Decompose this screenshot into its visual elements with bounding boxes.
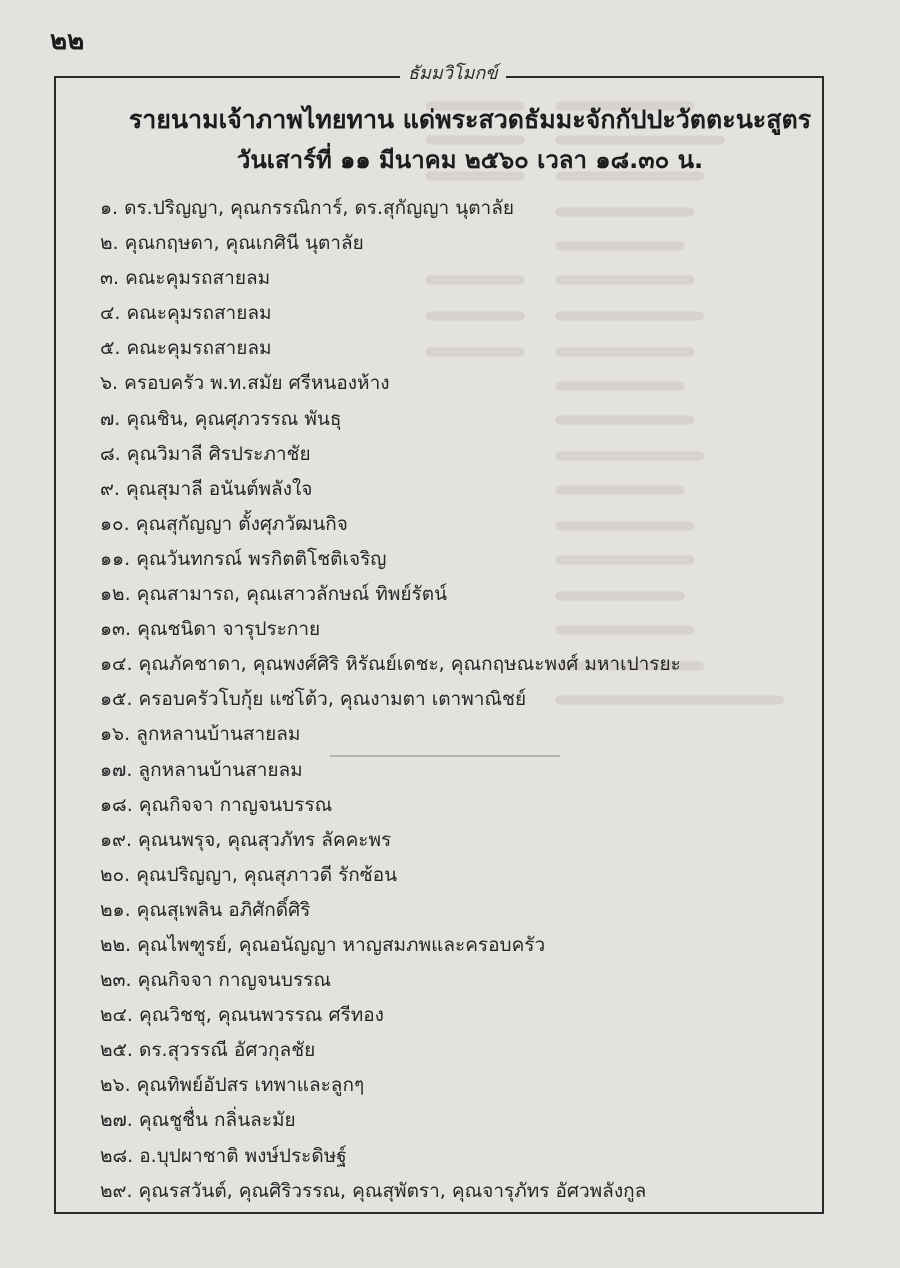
list-item: ๒๑. คุณสุเพลิน อภิศักดิ์ศิริ xyxy=(100,898,311,921)
list-item: ๑๖. ลูกหลานบ้านสายลม xyxy=(100,723,301,746)
list-item: ๘. คุณวิมาลี ศิรประภาชัย xyxy=(100,442,311,465)
list-item: ๒. คุณกฤษดา, คุณเกศินี นุตาลัย xyxy=(100,232,364,255)
sponsor-list xyxy=(100,194,681,1212)
list-item: ๒๘. อ.บุปผาชาติ พงษ์ประดิษฐ์ xyxy=(100,1144,347,1167)
page-subtitle: วันเสาร์ที่ ๑๑ มีนาคม ๒๕๖๐ เวลา ๑๘.๓๐ น. xyxy=(236,146,704,174)
list-item: ๑๐. คุณสุกัญญา ตั้งศุภวัฒนกิจ xyxy=(100,512,348,535)
list-item: ๗. คุณชิน, คุณศุภวรรณ พันธุ xyxy=(100,407,342,430)
running-header: ธัมมวิโมกข์ xyxy=(400,58,506,87)
list-item: ๑. ดร.ปริญญา, คุณกรรณิการ์, ดร.สุกัญญา นุตาลัย xyxy=(100,197,514,219)
page-number: ๒๒ xyxy=(50,26,85,56)
list-item: ๑๔. คุณภัคชาดา, คุณพงศ์ศิริ หิรัณย์เดชะ, คุณกฤษณะพงศ์ มหาเปารยะ xyxy=(100,653,681,676)
list-item: ๓. คณะคุมรถสายลม xyxy=(100,267,271,290)
list-item: ๑๙. คุณนพรุจ, คุณสุวภัทร ลัคคะพร xyxy=(100,828,392,851)
list-item: ๒๕. ดร.สุวรรณี อัศวกุลชัย xyxy=(100,1039,316,1062)
list-item: ๔. คณะคุมรถสายลม xyxy=(100,302,272,325)
list-item: ๖. ครอบครัว พ.ท.สมัย ศรีหนองห้าง xyxy=(100,372,390,395)
list-item: ๑๑. คุณวันทกรณ์ พรกิตติโชติเจริญ xyxy=(100,547,387,570)
list-item: ๑๗. ลูกหลานบ้านสายลม xyxy=(100,758,303,781)
list-item: ๑๒. คุณสามารถ, คุณเสาวลักษณ์ ทิพย์รัตน์ xyxy=(100,583,448,606)
list-item: ๒๓. คุณกิจจา กาญจนบรรณ xyxy=(100,969,331,992)
list-item: ๒๖. คุณทิพย์อัปสร เทพาและลูกๆ xyxy=(100,1074,365,1097)
list-item: ๒๗. คุณชูชื่น กลิ่นละมัย xyxy=(100,1109,296,1132)
list-item: ๑๕. ครอบครัวโบกุ้ย แซ่โต้ว, คุณงามตา เตาพาณิชย์ xyxy=(100,688,527,711)
list-item: ๒๙. คุณรสวันต์, คุณศิริวรรณ, คุณสุพัตรา, คุณจารุภัทร อัศวพลังกูล xyxy=(100,1179,647,1202)
page-title: รายนามเจ้าภาพไทยทาน แด่พระสวดธัมมะจักกัปปะวัตตะนะสูตร xyxy=(128,105,812,134)
list-item: ๙. คุณสุมาลี อนันต์พลังใจ xyxy=(100,477,313,500)
list-item: ๕. คณะคุมรถสายลม xyxy=(100,337,272,360)
list-item: ๑๓. คุณชนิดา จารุประกาย xyxy=(100,618,321,641)
list-item: ๒๐. คุณปริญญา, คุณสุภาวดี รักซ้อน xyxy=(100,863,398,886)
list-item: ๒๒. คุณไพฑูรย์, คุณอนัญญา หาญสมภพและครอบครัว xyxy=(100,933,546,956)
list-item: ๑๘. คุณกิจจา กาญจนบรรณ xyxy=(100,793,333,816)
list-item: ๒๔. คุณวิชชุ, คุณนพวรรณ ศรีทอง xyxy=(100,1004,384,1027)
